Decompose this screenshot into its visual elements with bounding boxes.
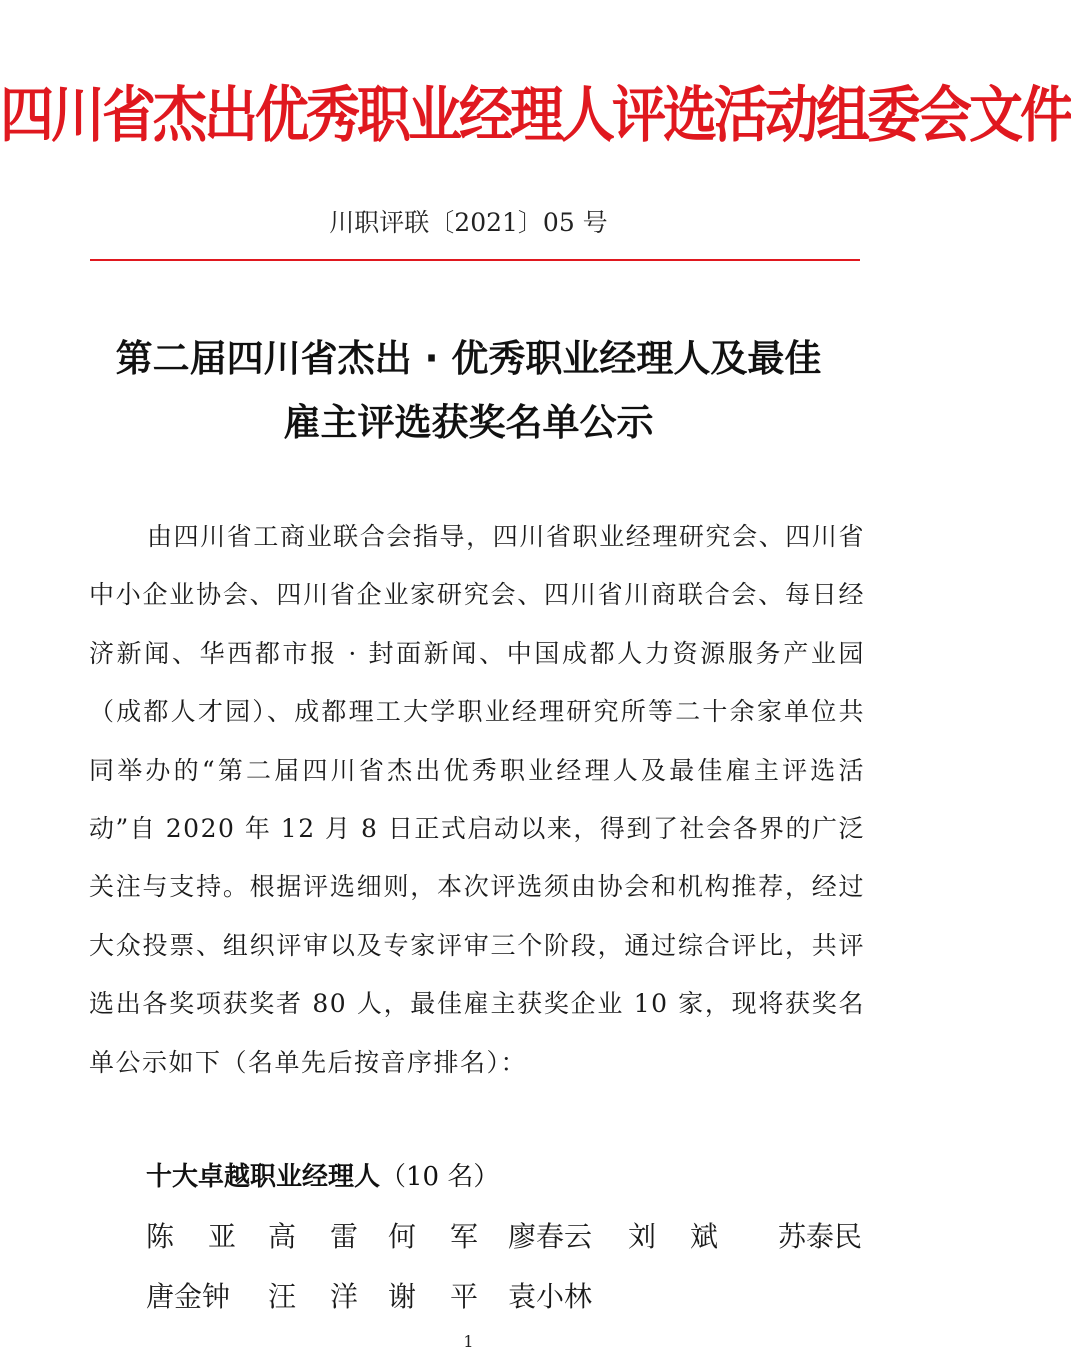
winner-name: 汪洋 [268,1280,393,1313]
award-category-title: 十大卓越职业经理人 [146,1162,381,1192]
winner-name: 陈亚 [146,1220,271,1253]
award-section-heading [146,1156,499,1193]
document-number: 川职评联〔2021〕05 号 [329,208,608,237]
winner-name: 何军 [388,1220,513,1253]
issuing-organization-header: 四川省杰出优秀职业经理人评选活动组委会文件 [0,79,1071,151]
document-title-line-2: 雇主评选获奖名单公示 [283,401,654,444]
page-number: 1 [463,1332,474,1351]
winner-name: 谢平 [388,1280,513,1313]
winner-name: 廖春云 [508,1220,593,1253]
award-count: （10 名） [380,1162,500,1192]
winner-name: 袁小林 [508,1280,593,1313]
winner-name: 苏泰民 [778,1220,863,1253]
winner-name: 刘斌 [628,1220,753,1253]
document-title-line-1: 第二届四川省杰出 · 优秀职业经理人及最佳 [115,337,822,380]
winner-name: 唐金钟 [146,1280,231,1313]
body-paragraph: 由四川省工商业联合会指导，四川省职业经理研究会、四川省中小企业协会、四川省企业家研究会、四川省川商联合会、每日经济新闻、华西都市报 · 封面新闻、中国成都人力资源服务产业园（成都人才园）、成都理工大学职业经理研究所等二十余家单位共同举办的“第二届四川省杰出优秀职业经理人及最佳雇主评选活动”自 2020 年 12 月 8 日正式启动以来，得到了社会各界的广泛关注与支持。根据评选细则，本次评选须由协会和机构推荐，经过大众投票、组织评审以及专家评审三个阶段，通过综合评比，共评选出各奖项获奖者 80 人，最佳雇主获奖企业 10 家，现将获奖名单公示如下（名单先后按音序排名）： [89,522,865,1077]
winner-name: 高雷 [268,1220,393,1253]
header-divider [90,259,860,261]
